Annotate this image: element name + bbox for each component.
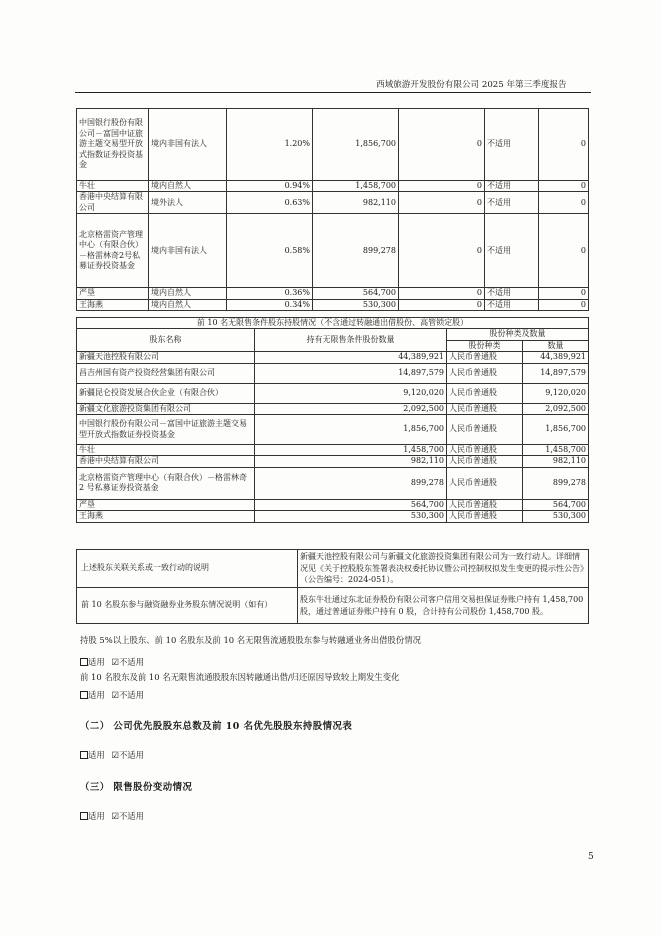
holder-name: 香港中央结算有限公司 — [77, 192, 149, 214]
row-amount: 14,897,579 — [523, 363, 589, 383]
not-applicable-option: 不适用 — [118, 811, 145, 821]
col-header-name: 股东名称 — [77, 329, 255, 352]
holder-name: 中国银行股份有限公司－富国中证旅游主题交易型开放式指数证券投资基金 — [77, 109, 149, 181]
holder-pledge-status: 不适用 — [485, 109, 539, 181]
unrestricted-row — [77, 456, 589, 467]
row-name: 王海燕 — [77, 511, 255, 522]
checkbox-empty-icon[interactable] — [80, 691, 88, 699]
unrestricted-row — [77, 363, 589, 383]
holder-restricted: 0 — [399, 181, 485, 192]
holder-pct: 0.94% — [227, 181, 313, 192]
row-amount: 1,856,700 — [523, 415, 589, 445]
row-amount: 9,120,020 — [523, 383, 589, 403]
row-amount: 44,389,921 — [523, 352, 589, 363]
relation-label: 上述股东关联关系或一致行动的说明 — [77, 550, 298, 588]
change-paragraph: 前 10 名股东及前 10 名无限售流通股股东因转融通出借/归还原因导致较上期发生变化 — [80, 672, 400, 682]
relation-text: 新疆天池控股有限公司与新疆文化旅游投资集团有限公司为一致行动人。详细情况见《关于控股股东签署表决权委托协议暨公司控制权拟发生变更的提示性公告》（公告编号：2024-051）。 — [298, 550, 589, 588]
row-amount: 982,110 — [523, 456, 589, 467]
col-header-amount: 数量 — [523, 340, 589, 351]
holder-name: 牛壮 — [77, 181, 149, 192]
col-header-type: 股份种类 — [447, 340, 523, 351]
checkbox-empty-icon[interactable] — [80, 658, 88, 666]
checkbox-checked-icon[interactable]: ☑ — [111, 657, 119, 667]
checkbox-checked-icon[interactable]: ☑ — [111, 811, 119, 821]
header-rule — [75, 92, 591, 93]
row-qty: 14,897,579 — [255, 363, 447, 383]
holder-pct: 0.58% — [227, 214, 313, 288]
change-applicability — [80, 689, 144, 701]
row-name: 新疆文化旅游投资集团有限公司 — [77, 403, 255, 414]
holder-restricted: 0 — [399, 299, 485, 310]
row-amount: 899,278 — [523, 467, 589, 499]
row-qty: 982,110 — [255, 456, 447, 467]
unrestricted-row — [77, 499, 589, 510]
margin-label: 前 10 名股东参与融资融券业务股东情况说明（如有） — [77, 588, 298, 624]
holder-nature: 境内自然人 — [149, 299, 227, 310]
unrestricted-row — [77, 445, 589, 456]
row-type: 人民币普通股 — [447, 445, 523, 456]
row-type: 人民币普通股 — [447, 415, 523, 445]
row-name: 中国银行股份有限公司－富国中证旅游主题交易型开放式指数证券投资基金 — [77, 415, 255, 445]
unrestricted-row — [77, 403, 589, 414]
holder-row — [77, 288, 589, 299]
holder-row — [77, 181, 589, 192]
holder-shares: 530,300 — [313, 299, 399, 310]
unrestricted-row — [77, 383, 589, 403]
holder-row — [77, 299, 589, 310]
holder-row — [77, 192, 589, 214]
unrestricted-row — [77, 511, 589, 522]
unrestricted-title: 前 10 名无限售条件股东持股情况（不含通过转融通出借股份、高管锁定股） — [77, 318, 589, 329]
holder-pledge-status: 不适用 — [485, 214, 539, 288]
row-name: 香港中央结算有限公司 — [77, 456, 255, 467]
holder-pledge-qty: 0 — [539, 288, 589, 299]
notes-table — [76, 549, 589, 624]
not-applicable-option: 不适用 — [118, 750, 145, 760]
holder-shares: 1,458,700 — [313, 181, 399, 192]
row-qty: 1,458,700 — [255, 445, 447, 456]
row-type: 人民币普通股 — [447, 467, 523, 499]
unrestricted-row — [77, 352, 589, 363]
lending-applicability — [80, 656, 144, 668]
row-qty: 1,856,700 — [255, 415, 447, 445]
row-type: 人民币普通股 — [447, 456, 523, 467]
holder-name: 北京格雷资产管理中心（有限合伙）－格雷林奇2号私募证券投资基金 — [77, 214, 149, 288]
holder-pledge-qty: 0 — [539, 109, 589, 181]
col-header-qty: 持有无限售条件股份数量 — [255, 329, 447, 352]
checkbox-checked-icon[interactable]: ☑ — [111, 750, 119, 760]
holder-nature: 境内自然人 — [149, 288, 227, 299]
row-qty: 564,700 — [255, 499, 447, 510]
applicable-option: 适用 — [88, 750, 105, 760]
holder-pledge-qty: 0 — [539, 299, 589, 310]
holder-pct: 1.20% — [227, 109, 313, 181]
applicable-option: 适用 — [88, 811, 105, 821]
section-3-title: （三） 限售股份变动情况 — [80, 782, 193, 793]
top10-holders-table — [76, 108, 589, 311]
holder-row — [77, 109, 589, 181]
row-type: 人民币普通股 — [447, 363, 523, 383]
holder-nature: 境内非国有法人 — [149, 214, 227, 288]
row-qty: 9,120,020 — [255, 383, 447, 403]
row-name: 严垦 — [77, 499, 255, 510]
holder-nature: 境内非国有法人 — [149, 109, 227, 181]
row-name: 新疆天池控股有限公司 — [77, 352, 255, 363]
row-type: 人民币普通股 — [447, 511, 523, 522]
holder-shares: 1,856,700 — [313, 109, 399, 181]
holder-name: 严垦 — [77, 288, 149, 299]
row-type: 人民币普通股 — [447, 352, 523, 363]
row-amount: 2,092,500 — [523, 403, 589, 414]
margin-text: 股东牛壮通过东北证券股份有限公司客户信用交易担保证券账户持有 1,458,700 股，通过普通证券账户持有 0 股，合计持有公司股份 1,458,700 股。 — [298, 588, 589, 624]
unrestricted-holders-table — [76, 317, 589, 523]
holder-pct: 0.63% — [227, 192, 313, 214]
holder-shares: 982,110 — [313, 192, 399, 214]
section-3-applicability — [80, 810, 144, 822]
holder-pledge-status: 不适用 — [485, 299, 539, 310]
applicable-option: 适用 — [88, 690, 105, 700]
row-qty: 530,300 — [255, 511, 447, 522]
unrestricted-row — [77, 467, 589, 499]
row-type: 人民币普通股 — [447, 383, 523, 403]
row-qty: 899,278 — [255, 467, 447, 499]
row-qty: 44,389,921 — [255, 352, 447, 363]
holder-nature: 境内自然人 — [149, 181, 227, 192]
holder-restricted: 0 — [399, 288, 485, 299]
checkbox-checked-icon[interactable]: ☑ — [111, 690, 119, 700]
holder-restricted: 0 — [399, 109, 485, 181]
not-applicable-option: 不适用 — [118, 690, 145, 700]
holder-pledge-status: 不适用 — [485, 288, 539, 299]
row-amount: 564,700 — [523, 499, 589, 510]
holder-restricted: 0 — [399, 192, 485, 214]
holder-pledge-status: 不适用 — [485, 192, 539, 214]
holder-row — [77, 214, 589, 288]
row-qty: 2,092,500 — [255, 403, 447, 414]
checkbox-empty-icon[interactable] — [80, 751, 88, 759]
holder-name: 王海燕 — [77, 299, 149, 310]
row-name: 新疆昆仑投资发展合伙企业（有限合伙） — [77, 383, 255, 403]
col-header-type-group: 股份种类及数量 — [447, 329, 589, 340]
section-2-applicability — [80, 749, 144, 761]
holder-shares: 564,700 — [313, 288, 399, 299]
applicable-option: 适用 — [88, 657, 105, 667]
not-applicable-option: 不适用 — [118, 657, 145, 667]
holder-pledge-qty: 0 — [539, 192, 589, 214]
holder-pledge-qty: 0 — [539, 181, 589, 192]
unrestricted-row — [77, 415, 589, 445]
checkbox-empty-icon[interactable] — [80, 812, 88, 820]
holder-nature: 境外法人 — [149, 192, 227, 214]
lending-paragraph: 持股 5%以上股东、前 10 名股东及前 10 名无限售流通股股东参与转融通业务出借股份情况 — [80, 635, 422, 645]
row-amount: 1,458,700 — [523, 445, 589, 456]
holder-shares: 899,278 — [313, 214, 399, 288]
holder-pledge-status: 不适用 — [485, 181, 539, 192]
row-name: 昌吉州国有资产投资经营集团有限公司 — [77, 363, 255, 383]
row-amount: 530,300 — [523, 511, 589, 522]
holder-pct: 0.34% — [227, 299, 313, 310]
row-name: 北京格雷资产管理中心（有限合伙）－格雷林奇 2 号私募证券投资基金 — [77, 467, 255, 499]
page-number: 5 — [588, 852, 594, 862]
row-type: 人民币普通股 — [447, 499, 523, 510]
section-2-title: （二） 公司优先股股东总数及前 10 名优先股股东持股情况表 — [80, 721, 353, 732]
report-header: 西域旅游开发股份有限公司 2025 年第三季度报告 — [376, 80, 567, 90]
holder-pledge-qty: 0 — [539, 214, 589, 288]
holder-restricted: 0 — [399, 214, 485, 288]
holder-pct: 0.36% — [227, 288, 313, 299]
row-type: 人民币普通股 — [447, 403, 523, 414]
row-name: 牛壮 — [77, 445, 255, 456]
